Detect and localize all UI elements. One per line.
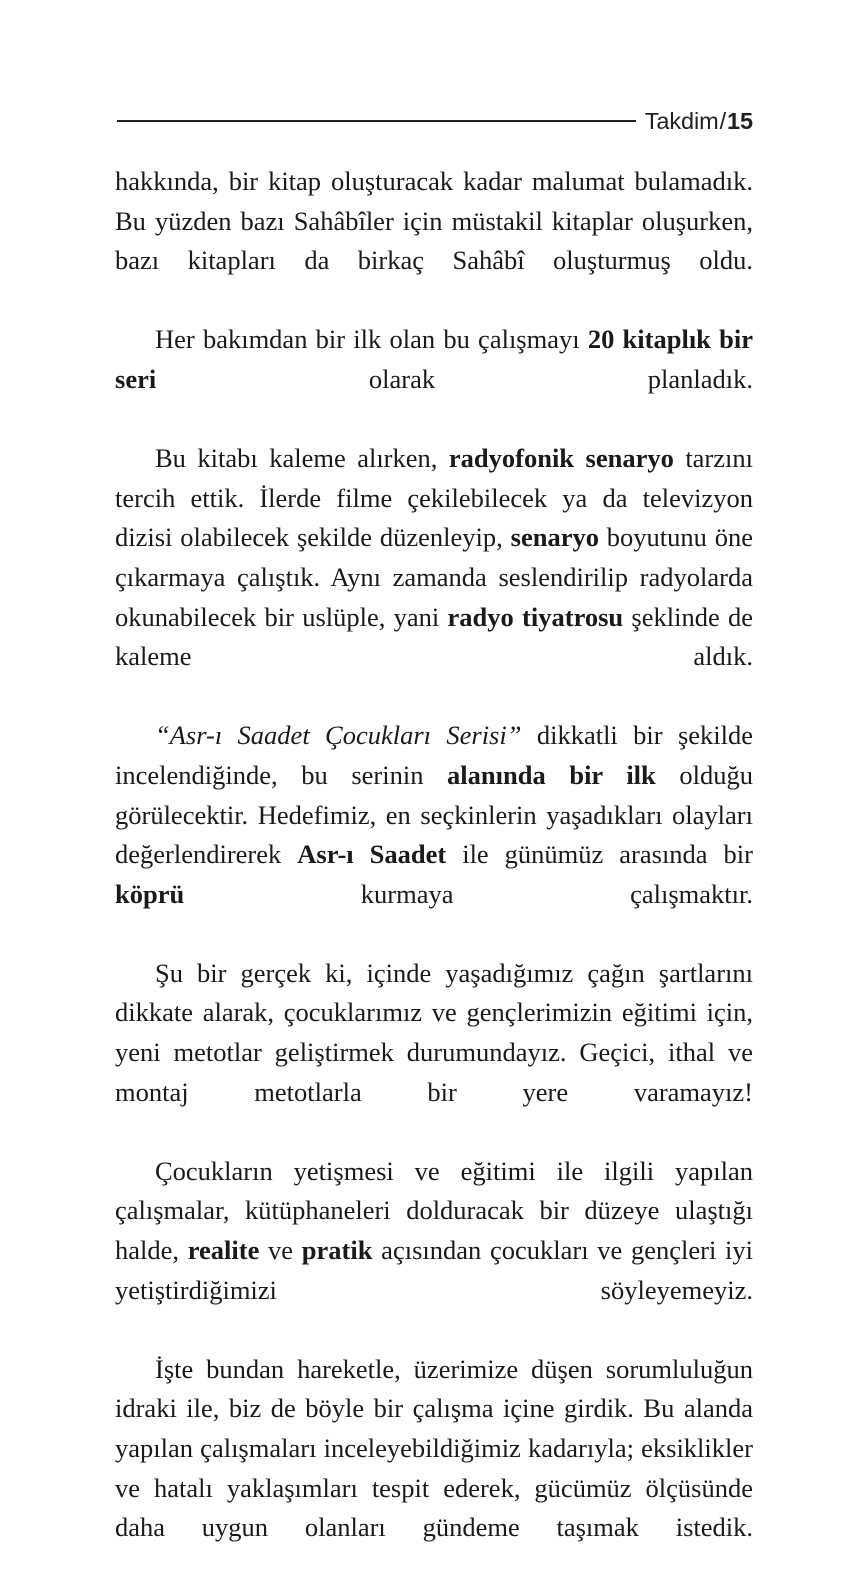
header-rule — [117, 120, 636, 122]
header-label — [645, 110, 753, 134]
bold-phrase: radyo tiyatrosu — [447, 601, 624, 632]
paragraph — [115, 1350, 753, 1587]
bold-phrase: köprü — [115, 878, 185, 909]
paragraph — [115, 320, 753, 439]
bold-phrase: senaryo — [510, 522, 599, 553]
text-run: tarzını tercih ettik. İlerde filme çekilebilecek ya da televizyon dizisi olabilecek şekilde düzenleyip, — [115, 443, 753, 553]
bold-phrase: pratik — [301, 1235, 373, 1266]
text-run: Bu kitabı kaleme alırken, — [155, 443, 449, 474]
text-run: olduğu görülecektir. Hedefimiz, en seçkinlerin yaşadıkları olayları değerlendirerek — [115, 759, 753, 870]
paragraph — [115, 954, 753, 1152]
text-run: kurmaya çalışmaktır. — [184, 878, 753, 909]
bold-phrase: Asr-ı Saadet — [297, 839, 447, 870]
bold-phrase: alanında bir ilk — [447, 759, 656, 790]
running-header — [117, 104, 753, 140]
text-run: olarak planladık. — [156, 363, 753, 394]
text-run: ve — [259, 1235, 302, 1266]
text-run: Şu bir gerçek ki, içinde yaşadığımız çağın şartlarını dikkate alarak, çocuklarımız ve gençlerimizin eğitimi için, yeni metotlar geliştirmek durumundayız. Geçici, ithal ve montaj metotlarla bir yere varamayız! — [115, 957, 753, 1107]
bold-phrase: 20 kitaplık bir seri — [115, 324, 753, 394]
bold-phrase: realite — [187, 1235, 260, 1266]
body-text — [115, 162, 753, 1587]
text-run: ile günümüz arasında bir — [446, 839, 753, 870]
header-section-label: Takdim — [644, 108, 719, 135]
text-run: boyutunu öne çıkarmaya çalıştık. Aynı zamanda seslendirilip radyolarda okunabilecek bir uslüple, yani — [115, 522, 754, 632]
bold-phrase: radyofonik senaryo — [448, 443, 674, 474]
text-run: İşte bundan hareketle, üzerimize düşen sorumluluğun idraki ile, biz de böyle bir çalışma içine girdik. Bu alanda yapılan çalışmaları inceleyebildiğimiz kadarıyla; eksiklikler ve hatalı yaklaşımları tespit ederek, gücümüz ölçüsünde daha uygun olanları gündeme taşımak istedik. — [115, 1353, 753, 1543]
page-number: 15 — [727, 108, 753, 135]
italic-phrase: “Asr-ı Saadet Çocukları Serisi” — [155, 720, 522, 751]
text-run: şeklinde de kaleme aldık. — [115, 601, 753, 672]
paragraph — [115, 1152, 753, 1350]
paragraph — [115, 162, 753, 320]
paragraph — [115, 716, 753, 954]
header-separator: / — [719, 108, 727, 135]
text-run: Her bakımdan bir ilk olan bu çalışmayı — [155, 324, 588, 355]
text-run: açısından çocukları ve gençleri iyi yetiştirdiğimizi söyleyemeyiz. — [115, 1235, 754, 1305]
text-run: hakkında, bir kitap oluşturacak kadar malumat bulamadık. Bu yüzden bazı Sahâbîler için müstakil kitaplar oluşurken, bazı kitapları da birkaç Sahâbî oluşturmuş oldu. — [115, 166, 753, 276]
text-run: Çocukların yetişmesi ve eğitimi ile ilgili yapılan çalışmalar, kütüphaneleri dolduracak bir düzeye ulaştığı halde, — [115, 1155, 753, 1266]
text-run: dikkatli bir şekilde incelendiğinde, bu serinin — [115, 720, 754, 790]
paragraph — [115, 439, 753, 716]
